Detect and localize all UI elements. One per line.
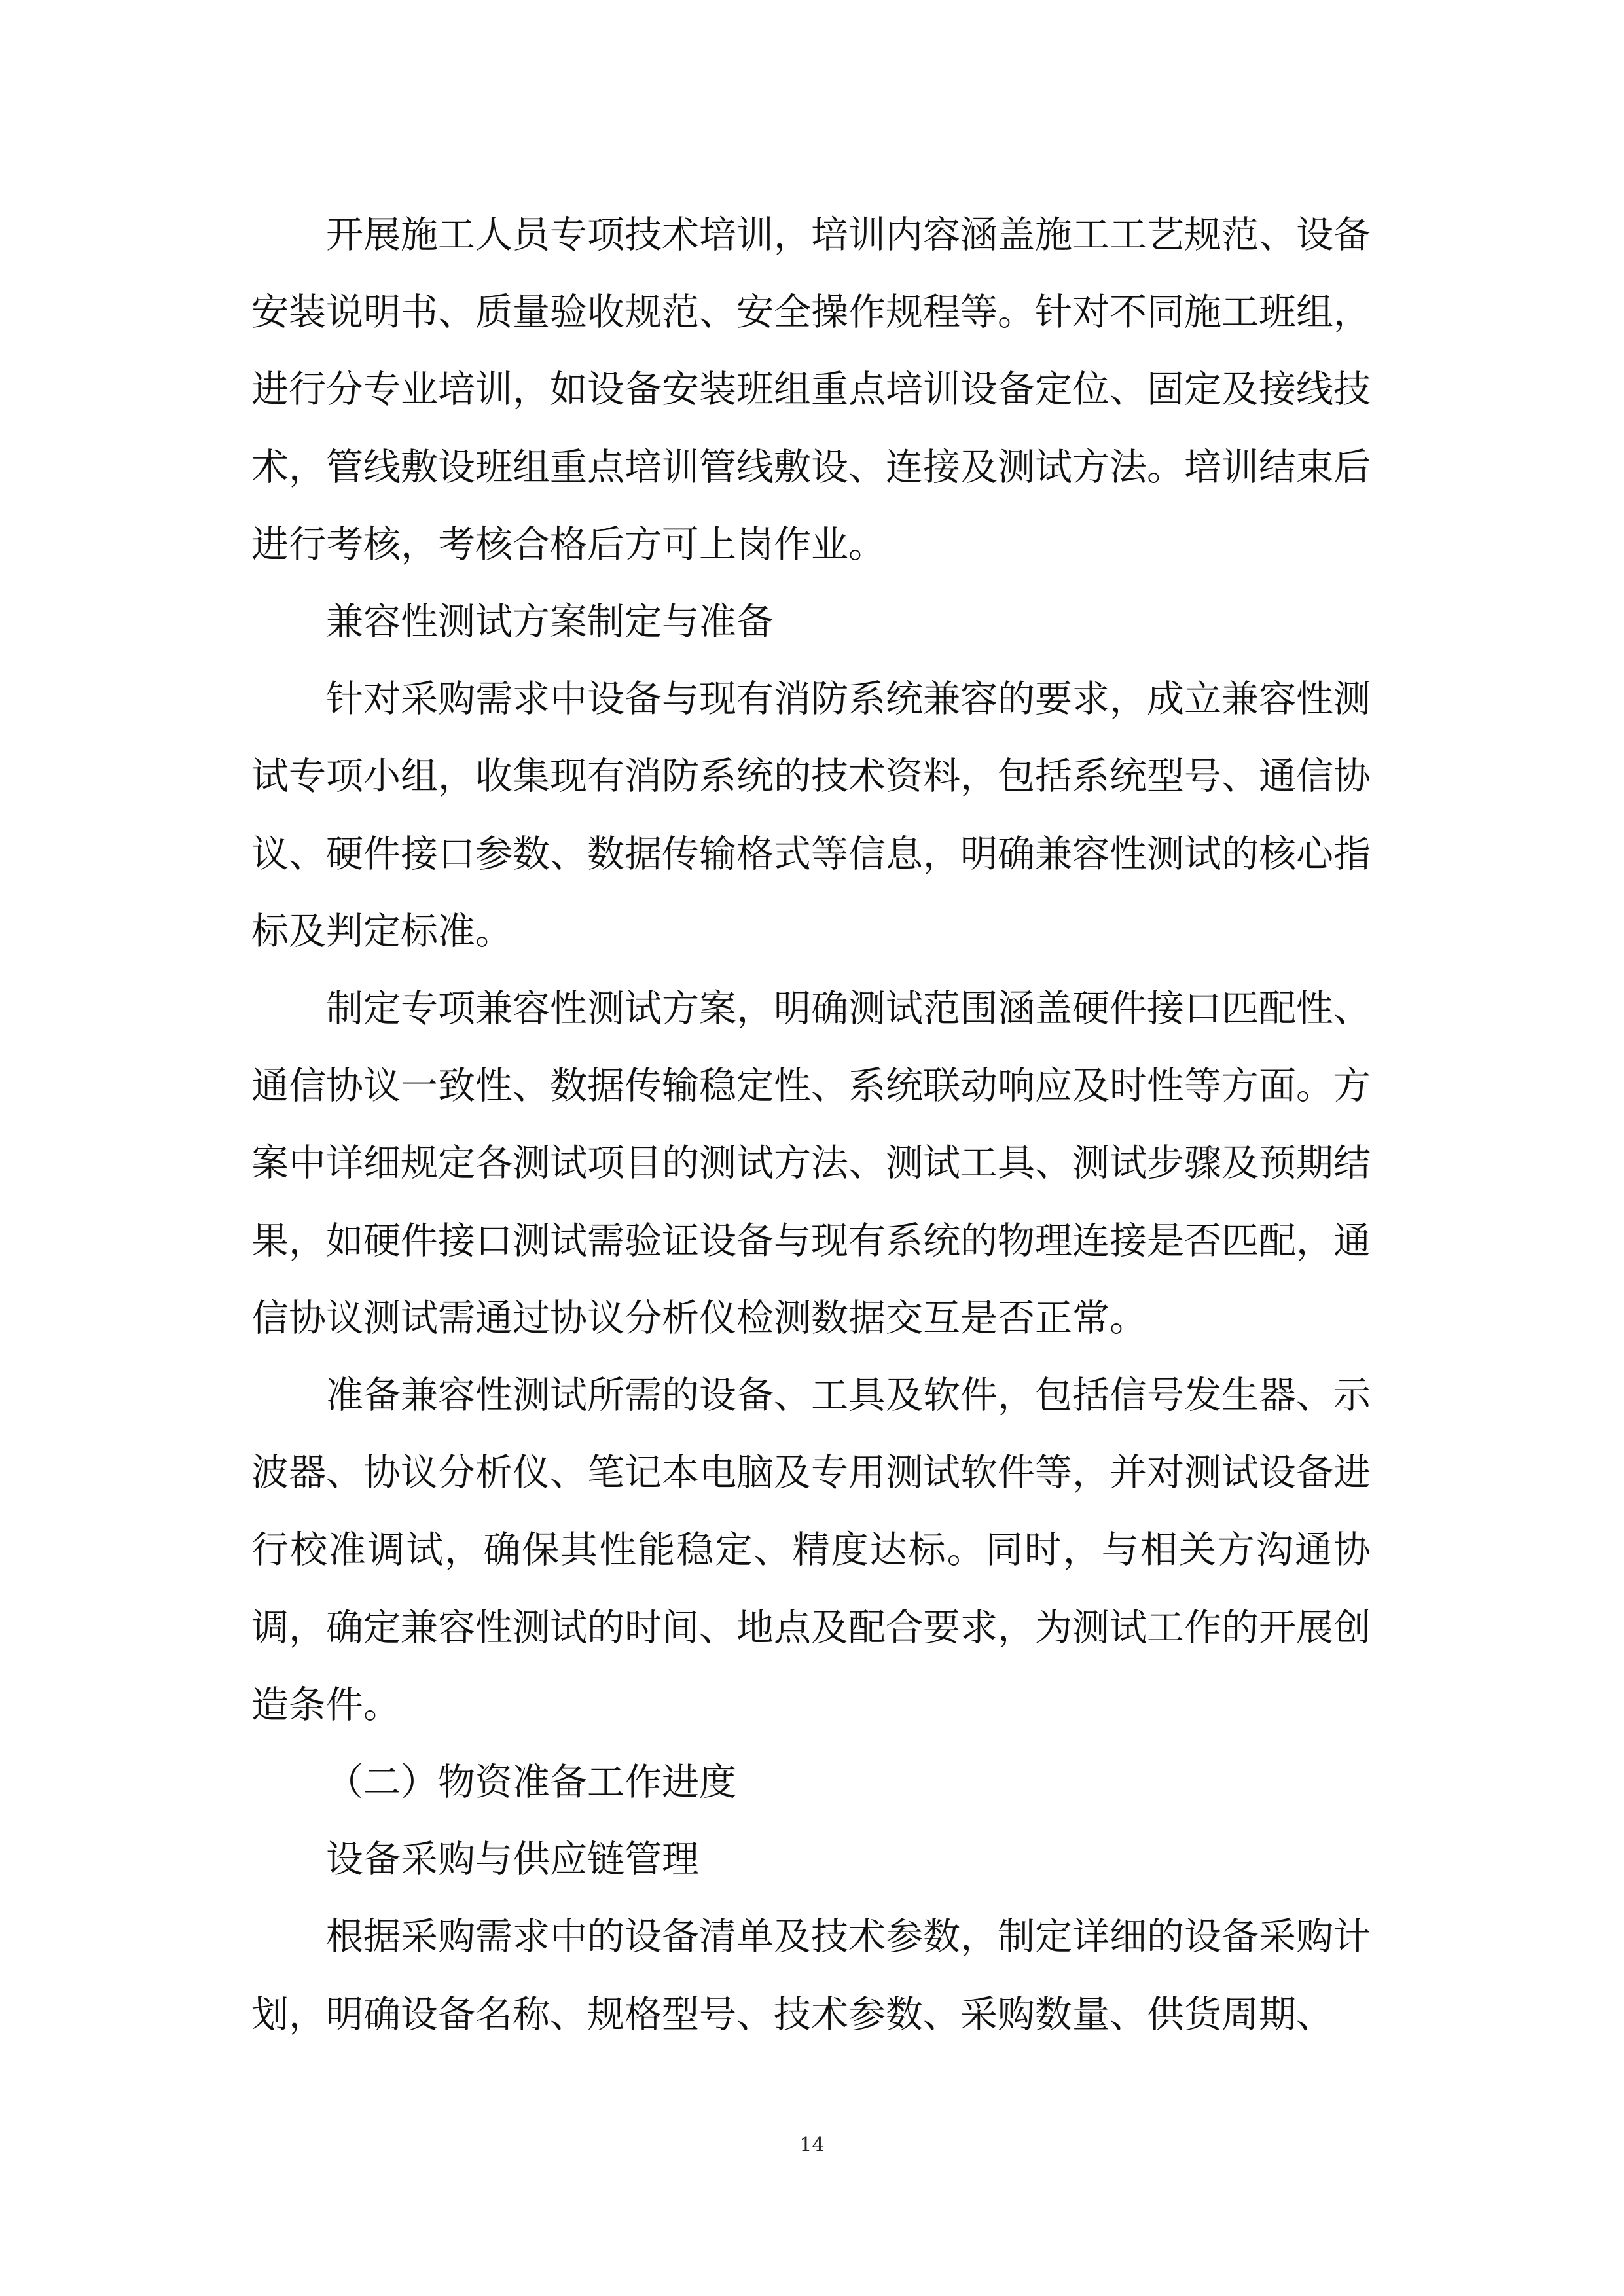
- heading-procurement: 设备采购与供应链管理: [326, 1838, 699, 1882]
- paragraph-test-equipment: 准备兼容性测试所需的设备、工具及软件，包括信号发生器、示波器、协议分析仪、笔记本电脑及专用测试软件等，并对测试设备进行校准调试，确保其性能稳定、精度达标。同时，与相关方沟通协调，确定兼容性测试的时间、地点及配合要求，为测试工作的开展创造条件。: [251, 1374, 1371, 1727]
- paragraph-training: 开展施工人员专项技术培训，培训内容涵盖施工工艺规范、设备安装说明书、质量验收规范、安全操作规程等。针对不同施工班组，进行分专业培训，如设备安装班组重点培训设备定位、固定及接线技术，管线敷设班组重点培训管线敷设、连接及测试方法。培训结束后进行考核，考核合格后方可上岗作业。: [251, 213, 1371, 566]
- paragraph-test-group: 针对采购需求中设备与现有消防系统兼容的要求，成立兼容性测试专项小组，收集现有消防系统的技术资料，包括系统型号、通信协议、硬件接口参数、数据传输格式等信息，明确兼容性测试的核心指标及判定标准。: [251, 677, 1371, 953]
- section-heading-materials: （二）物资准备工作进度: [326, 1761, 736, 1804]
- paragraph-procurement-plan: 根据采购需求中的设备清单及技术参数，制定详细的设备采购计划，明确设备名称、规格型号、技术参数、采购数量、供货周期、: [251, 1915, 1371, 2036]
- heading-compatibility-test: 兼容性测试方案制定与准备: [326, 600, 774, 644]
- paragraph-test-plan: 制定专项兼容性测试方案，明确测试范围涵盖硬件接口匹配性、通信协议一致性、数据传输稳定性、系统联动响应及时性等方面。方案中详细规定各测试项目的测试方法、测试工具、测试步骤及预期结果，如硬件接口测试需验证设备与现有系统的物理连接是否匹配，通信协议测试需通过协议分析仪检测数据交互是否正常。: [251, 987, 1371, 1340]
- page-number: 14: [799, 2134, 825, 2157]
- body-text: [251, 196, 1371, 2053]
